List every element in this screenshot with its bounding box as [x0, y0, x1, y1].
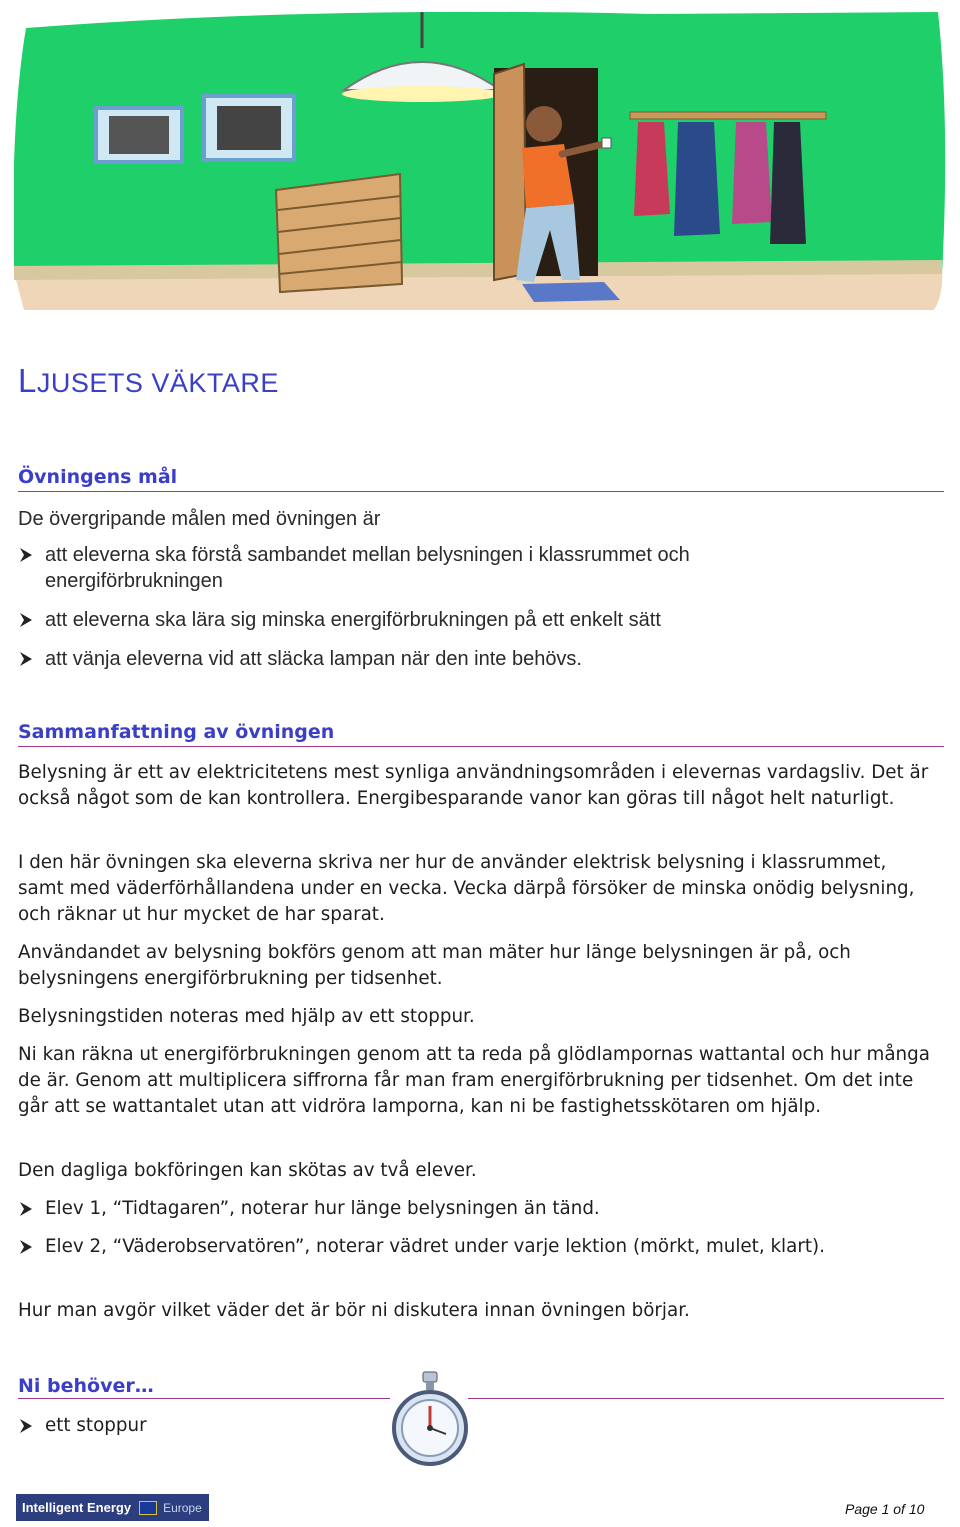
stopwatch-icon: [388, 1368, 472, 1478]
title-first-letter: L: [18, 362, 37, 399]
summary-paragraph: Den dagliga bokföringen kan skötas av två elever.: [18, 1160, 477, 1181]
list-item-continuation: energiförbrukningen: [45, 570, 223, 592]
summary-paragraph: Ni kan räkna ut energiförbrukningen genom att ta reda på glödlampornas wattantal och hur många de är. Genom att multiplicera siffrorna får man fram energiförbrukning per tidsenhet. Om det inte går att se wattantalet utan att vidröra lamporna, kan ni be fastighetsskötaren om hjälp.: [18, 1044, 930, 1117]
section-heading-goals: Övningens mål: [18, 466, 178, 488]
section-heading-summary: Sammanfattning av övningen: [18, 721, 335, 743]
heading-rule: [18, 491, 944, 492]
goals-intro: De övergripande målen med övningen är: [18, 508, 381, 530]
intelligent-energy-logo: [16, 1494, 209, 1521]
logo-eu-flag-icon: [139, 1501, 157, 1515]
arrow-bullet-icon: [18, 611, 34, 629]
heading-rule: [18, 746, 944, 747]
arrow-bullet-icon: [18, 1417, 34, 1435]
classroom-illustration: [14, 4, 950, 316]
arrow-bullet-icon: [18, 650, 34, 668]
logo-text: Intelligent Energy: [22, 1500, 132, 1515]
summary-paragraph: I den här övningen ska eleverna skriva ner hur de använder elektrisk belysning i klassrummet, samt med väderförhållandena under en vecka. Vecka därpå försöker de minska onödig belysning, och räknar ut hur mycket de har sparat.: [18, 852, 915, 925]
document-title: [18, 362, 279, 400]
arrow-bullet-icon: [18, 1238, 34, 1256]
summary-paragraph: Belysning är ett av elektricitetens mest synliga användningsområden i elevernas vardagsliv. Det är också något som de kan kontrollera. Energibesparande vanor kan göras till något helt naturligt.: [18, 762, 929, 809]
arrow-bullet-icon: [18, 1200, 34, 1218]
summary-paragraph: Belysningstiden noteras med hjälp av ett stoppur.: [18, 1006, 475, 1027]
heading-rule: [18, 1398, 390, 1399]
section-heading-materials: Ni behöver…: [18, 1375, 154, 1397]
summary-paragraph: Användandet av belysning bokförs genom att man mäter hur länge belysningen är på, och belysningens energiförbrukning per tidsenhet.: [18, 942, 851, 989]
heading-rule: [468, 1398, 944, 1399]
page-number: Page 1 of 10: [845, 1501, 925, 1517]
arrow-bullet-icon: [18, 546, 34, 564]
summary-closing: Hur man avgör vilket väder det är bör ni diskutera innan övningen börjar.: [18, 1300, 690, 1321]
title-rest: JUSETS VÄKTARE: [36, 368, 279, 398]
logo-region: Europe: [163, 1500, 202, 1515]
